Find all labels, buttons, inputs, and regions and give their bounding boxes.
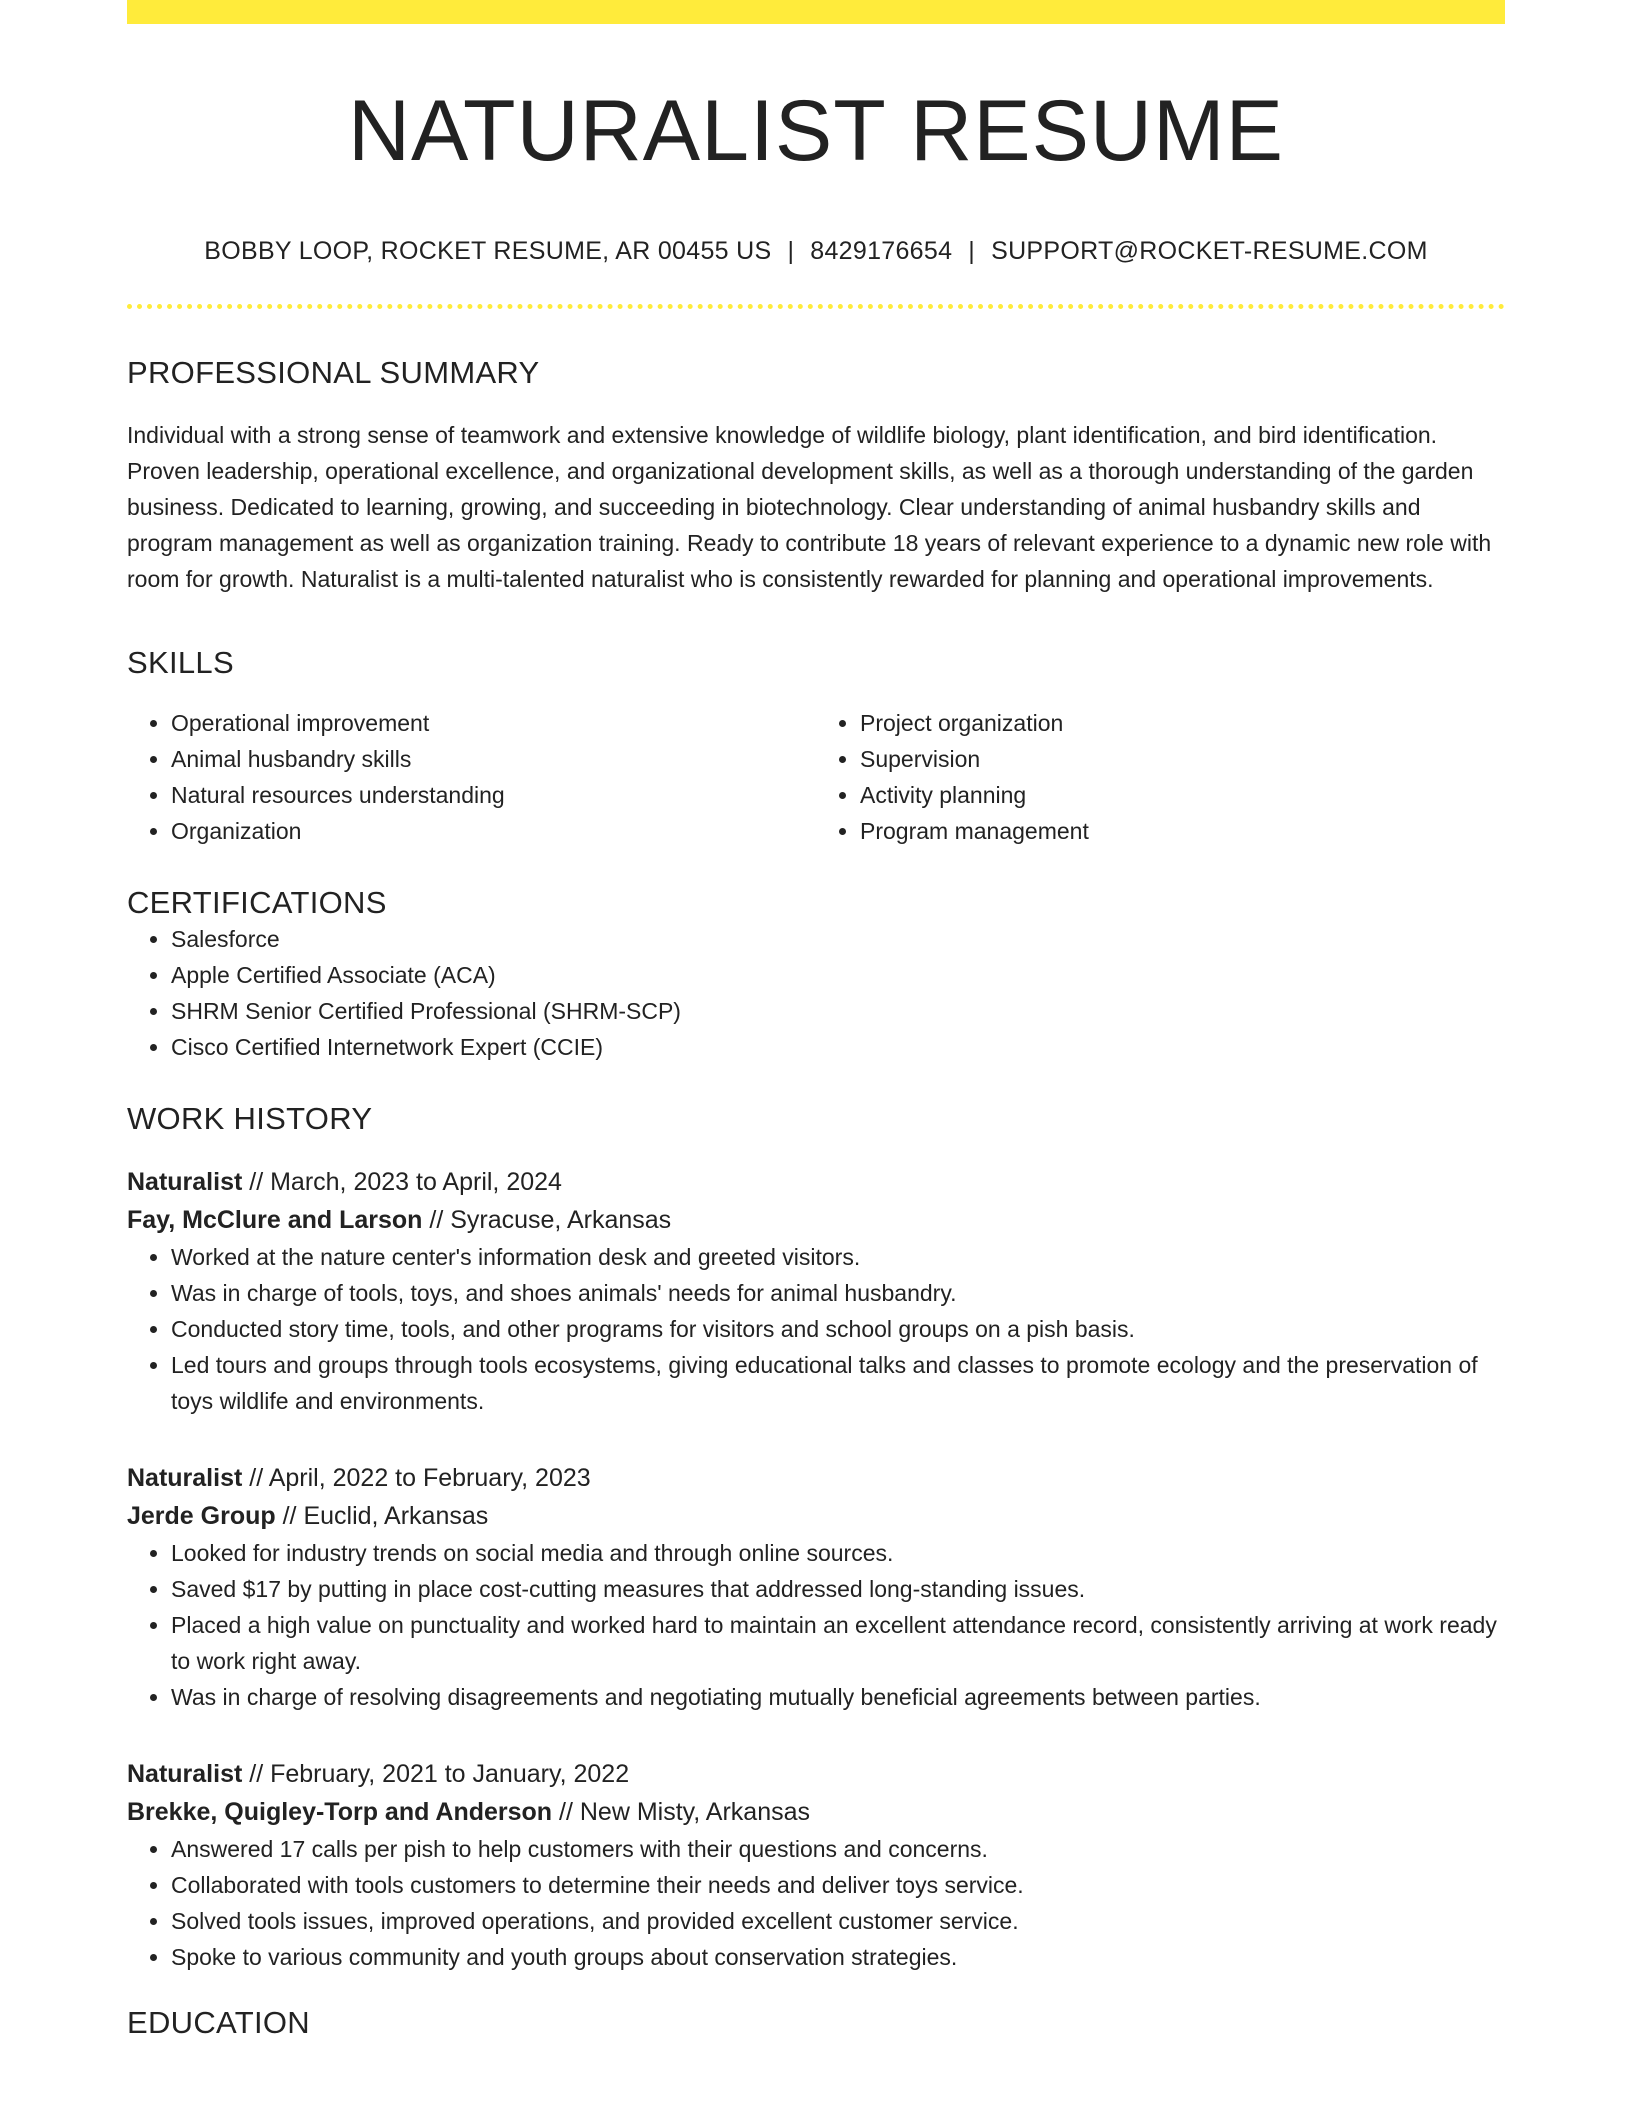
job-title-line [127, 1755, 1505, 1793]
job-bullet: • Placed a high value on punctuality and worked hard to maintain an excellent attendance record, consistently arriving at work ready to work right away. [171, 1607, 1505, 1679]
job-bullet: • Worked at the nature center's information desk and greeted visitors. [171, 1239, 1505, 1275]
job-title-line [127, 1459, 1505, 1497]
job-bullet: • Was in charge of resolving disagreements and negotiating mutually beneficial agreements between parties. [171, 1679, 1505, 1715]
job-title: Naturalist [127, 1168, 243, 1197]
skills-list-right [816, 705, 1505, 849]
skill-item: • Project organization [860, 705, 1505, 741]
contact-phone: 8429176654 [810, 237, 953, 266]
skill-item: • Operational improvement [171, 705, 816, 741]
job-bullet: • Was in charge of tools, toys, and shoes animals' needs for animal husbandry. [171, 1275, 1505, 1311]
job-title: Naturalist [127, 1464, 243, 1493]
job-bullet: • Solved tools issues, improved operations, and provided excellent customer service. [171, 1903, 1505, 1939]
contact-address: BOBBY LOOP, ROCKET RESUME, AR 00455 US [204, 237, 772, 266]
job-dates: // April, 2022 to February, 2023 [242, 1464, 591, 1493]
skill-item: • Animal husbandry skills [171, 741, 816, 777]
certification-item: • Apple Certified Associate (ACA) [171, 957, 1505, 993]
resume-page [127, 0, 1505, 2041]
job-title: Naturalist [127, 1760, 243, 1789]
certifications-list [127, 921, 1505, 1065]
job-bullet: • Collaborated with tools customers to determine their needs and deliver toys service. [171, 1867, 1505, 1903]
accent-top-bar [127, 0, 1505, 24]
skills-heading: SKILLS [127, 645, 234, 681]
job-company: Fay, McClure and Larson [127, 1206, 423, 1235]
job-entry [127, 1163, 1505, 1419]
job-company-line [127, 1497, 1505, 1535]
education-heading: EDUCATION [127, 2005, 310, 2041]
summary-heading: PROFESSIONAL SUMMARY [127, 355, 540, 391]
job-bullets [127, 1239, 1505, 1419]
skill-item: • Natural resources understanding [171, 777, 816, 813]
summary-text: Individual with a strong sense of teamwork and extensive knowledge of wildlife biology, plant identification, and bird identification. Proven leadership, operational excellence, and organizational development skills, as well as a thorough understanding of the garden business. Dedicated to learning, growing, and succeeding in biotechnology. Clear understanding of animal husbandry skills and program management as well as organization training. Ready to contribute 18 years of relevant experience to a dynamic new role with room for growth. Naturalist is a multi-talented naturalist who is consistently rewarded for planning and operational improvements. [127, 422, 1492, 593]
job-location: // Euclid, Arkansas [275, 1502, 489, 1531]
certification-item: • Salesforce [171, 921, 1505, 957]
job-location: // Syracuse, Arkansas [422, 1206, 672, 1235]
skill-item: • Program management [860, 813, 1505, 849]
work-history-heading: WORK HISTORY [127, 1101, 373, 1137]
certification-item: • Cisco Certified Internetwork Expert (CCIE) [171, 1029, 1505, 1065]
skills-grid [127, 705, 1505, 849]
job-dates: // February, 2021 to January, 2022 [242, 1760, 630, 1789]
contact-separator: | [968, 237, 976, 266]
job-company: Jerde Group [127, 1502, 276, 1531]
job-bullets [127, 1535, 1505, 1715]
certification-item: • SHRM Senior Certified Professional (SHRM-SCP) [171, 993, 1505, 1029]
skill-item: • Supervision [860, 741, 1505, 777]
job-location: // New Misty, Arkansas [552, 1798, 811, 1827]
resume-title: NATURALIST RESUME [347, 83, 1285, 179]
job-bullets [127, 1831, 1505, 1975]
job-dates: // March, 2023 to April, 2024 [242, 1168, 562, 1197]
job-company-line [127, 1201, 1505, 1239]
dotted-divider [127, 304, 1505, 309]
job-entry [127, 1459, 1505, 1715]
contact-separator: | [787, 237, 795, 266]
contact-email: SUPPORT@ROCKET-RESUME.COM [991, 237, 1428, 266]
job-company: Brekke, Quigley-Torp and Anderson [127, 1798, 553, 1827]
certifications-heading: CERTIFICATIONS [127, 885, 387, 921]
contact-line [127, 237, 1505, 266]
job-bullet: • Led tours and groups through tools ecosystems, giving educational talks and classes to promote ecology and the preservation of toys wildlife and environments. [171, 1347, 1505, 1419]
skills-list-left [127, 705, 816, 849]
skill-item: • Activity planning [860, 777, 1505, 813]
job-bullet: • Saved $17 by putting in place cost-cutting measures that addressed long-standing issues. [171, 1571, 1505, 1607]
job-bullet: • Answered 17 calls per pish to help customers with their questions and concerns. [171, 1831, 1505, 1867]
job-company-line [127, 1793, 1505, 1831]
job-bullet: • Looked for industry trends on social media and through online sources. [171, 1535, 1505, 1571]
job-bullet: • Conducted story time, tools, and other programs for visitors and school groups on a pish basis. [171, 1311, 1505, 1347]
skill-item: • Organization [171, 813, 816, 849]
job-title-line [127, 1163, 1505, 1201]
job-bullet: • Spoke to various community and youth groups about conservation strategies. [171, 1939, 1505, 1975]
job-entry [127, 1755, 1505, 1975]
